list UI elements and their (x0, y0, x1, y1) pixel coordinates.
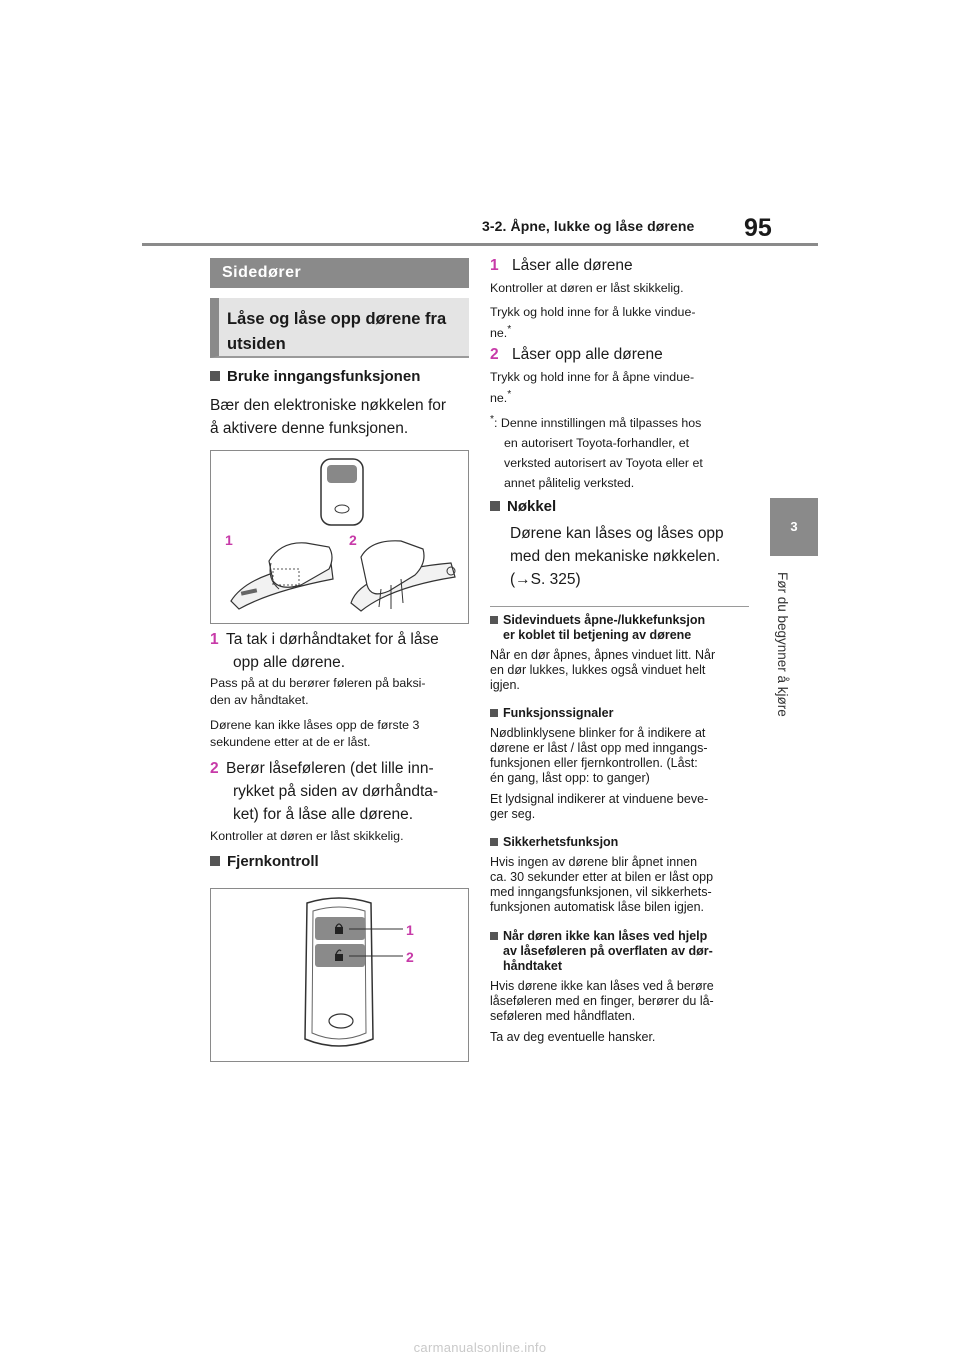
item-1-title: Låser alle dørene (512, 257, 633, 274)
item-2-number: 2 (490, 346, 499, 363)
footnote-mark: * (490, 414, 495, 425)
section-bar: Sidedører (210, 258, 469, 288)
subsection-title (210, 298, 469, 358)
step-1-number: 1 (210, 631, 219, 648)
square-bullet-icon (490, 501, 500, 511)
note-4-text-2: låseføleren med en finger, berører du lå- (490, 994, 714, 1008)
note-4-title-line2: av låseføleren på overflaten av dør- (503, 944, 713, 958)
key-page-reference: (→S. 325) (510, 571, 581, 588)
entry-heading-text: Bruke inngangsfunksjonen (227, 368, 421, 385)
fig1-label-1: 1 (225, 532, 233, 548)
note-2-text-1: Nødblinklysene blinker for å indikere at (490, 726, 706, 740)
item-2 (490, 343, 750, 366)
key-heading (490, 498, 556, 515)
key-line1: Dørene kan låses og låses opp (510, 525, 724, 542)
step-1 (210, 628, 470, 674)
figure-remote (210, 888, 469, 1062)
note-2-text-2: dørene er låst / låst opp med inngangs- (490, 741, 708, 755)
page-number: 95 (744, 214, 772, 242)
note-2-text-3: funksjonen eller fjernkontrollen. (Låst: (490, 756, 698, 770)
step-1-note-2 (210, 717, 470, 751)
step-2-number: 2 (210, 760, 219, 777)
note-2-title: Funksjonssignaler (490, 706, 752, 721)
note-window-function (490, 613, 752, 693)
item-1-note-2-line2: ne. (490, 326, 508, 341)
chapter-tab-title (775, 572, 815, 772)
fig2-label-1: 1 (406, 922, 414, 938)
note-1-text-1: Når en dør åpnes, åpnes vinduet litt. Når (490, 648, 716, 662)
step-1-note-1-line1: Pass på at du berører føleren på baksi- (210, 676, 426, 690)
entry-intro-line1: Bær den elektroniske nøkkelen for (210, 397, 447, 414)
item-1-note-2-line1: Trykk og hold inne for å lukke vindue- (490, 305, 696, 319)
item-1-note-1: Kontroller at døren er låst skikkelig. (490, 281, 684, 295)
step-2-note: Kontroller at døren er låst skikkelig. (210, 829, 404, 843)
note-function-signals (490, 706, 752, 822)
item-2-note-line1: Trykk og hold inne for å åpne vindue- (490, 370, 695, 384)
item-1 (490, 254, 750, 277)
door-handle-illustration (211, 451, 468, 623)
remote-key-illustration (211, 889, 468, 1061)
note-1-title-line2: er koblet til betjening av dørene (503, 628, 692, 642)
item-2-note-line2: ne. (490, 391, 508, 406)
chapter-tab-title-text: Før du begynner å kjøre (775, 572, 790, 717)
note-lock-sensor (490, 929, 752, 1045)
footnote-mark: * (507, 324, 512, 335)
note-1-text-3: igjen. (490, 678, 520, 692)
note-2-text-6: ger seg. (490, 807, 536, 821)
step-2-line1: Berør låseføleren (det lille inn- (226, 760, 434, 777)
notes-divider (490, 606, 749, 607)
figure-door-handle (210, 450, 469, 624)
step-2-line3: ket) for å låse alle dørene. (233, 806, 414, 823)
note-2-text-4: én gang, låst opp: to ganger) (490, 771, 650, 785)
item-2-note (490, 369, 750, 407)
item-1-note-2 (490, 304, 750, 342)
item-1-number: 1 (490, 257, 499, 274)
note-3-text-2: ca. 30 sekunder etter at bilen er låst opp (490, 870, 714, 884)
entry-intro (210, 394, 470, 440)
square-bullet-icon (490, 709, 498, 717)
subsection-title-line1: Låse og låse opp dørene fra (227, 310, 447, 328)
header-rule (142, 243, 818, 246)
note-3-title: Sikkerhetsfunksjon (490, 835, 752, 850)
note-1-title: Sidevinduets åpne-/lukkefunksjon (490, 613, 752, 628)
footnote (490, 410, 752, 493)
note-3-text-1: Hvis ingen av dørene blir åpnet innen (490, 855, 698, 869)
step-2 (210, 757, 470, 826)
note-4-title: Når døren ikke kan låses ved hjelp (490, 929, 752, 944)
step-1-line1: Ta tak i dørhåndtaket for å låse (226, 631, 439, 648)
running-header-title: 3-2. Åpne, lukke og låse dørene (482, 218, 695, 234)
footnote-line2: en autorisert Toyota-forhandler, et (504, 436, 690, 451)
note-security-function (490, 835, 752, 915)
square-bullet-icon (210, 856, 220, 866)
entry-heading (210, 368, 420, 385)
watermark: carmanualsonline.info (413, 1340, 547, 1355)
footnote-line1: : Denne innstillingen må tilpasses hos (494, 416, 702, 431)
key-body (510, 522, 760, 591)
note-1-text-2: en dør lukkes, lukkes også vinduet helt (490, 663, 706, 677)
key-line2: med den mekaniske nøkkelen. (510, 548, 721, 565)
fig2-label-2: 2 (406, 949, 414, 965)
note-4-text-3: seføleren med håndflaten. (490, 1009, 636, 1023)
square-bullet-icon (210, 371, 220, 381)
note-3-text-4: funksjonen automatisk låse bilen igjen. (490, 900, 705, 914)
remote-heading (210, 853, 319, 870)
note-2-text-5: Et lydsignal indikerer at vinduene beve- (490, 792, 709, 806)
note-4-text-4: Ta av deg eventuelle hansker. (490, 1030, 656, 1044)
square-bullet-icon (490, 838, 498, 846)
remote-heading-text: Fjernkontroll (227, 853, 319, 870)
step-1-note-2-line2: sekundene etter at de er låst. (210, 735, 371, 749)
note-3-text-3: med inngangsfunksjonen, vil sikkerhets- (490, 885, 712, 899)
key-heading-text: Nøkkel (507, 498, 557, 515)
item-2-title: Låser opp alle dørene (512, 346, 663, 363)
note-4-text-1: Hvis dørene ikke kan låses ved å berøre (490, 979, 714, 993)
step-2-line2: rykket på siden av dørhåndta- (233, 783, 439, 800)
note-4-title-line3: håndtaket (503, 959, 563, 973)
step-1-note-2-line1: Dørene kan ikke låses opp de første 3 (210, 718, 420, 732)
subsection-title-line2: utsiden (227, 335, 286, 353)
square-bullet-icon (490, 932, 498, 940)
step-1-note-1 (210, 675, 470, 709)
footnote-line3: verksted autorisert av Toyota eller et (504, 456, 703, 471)
entry-intro-line2: å aktivere denne funksjonen. (210, 420, 409, 437)
square-bullet-icon (490, 616, 498, 624)
chapter-tab-number: 3 (770, 498, 818, 556)
footnote-line4: annet pålitelig verksted. (504, 476, 635, 491)
step-1-note-1-line2: den av håndtaket. (210, 693, 309, 707)
footnote-mark: * (507, 389, 512, 400)
step-1-line2: opp alle dørene. (233, 654, 346, 671)
fig1-label-2: 2 (349, 532, 357, 548)
